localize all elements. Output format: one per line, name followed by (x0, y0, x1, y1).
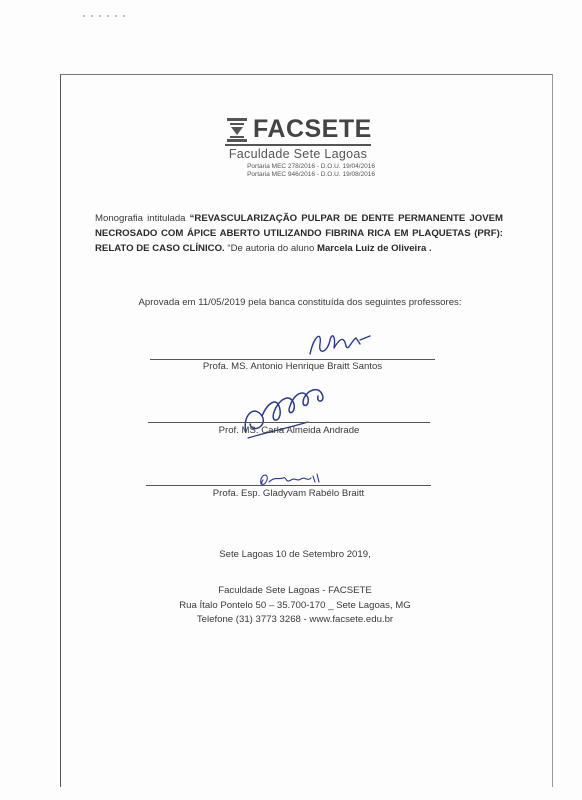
monograph-middle: “De autoria do aluno (224, 242, 317, 254)
examiner-name-1: Profa. MS. Antonio Henrique Braitt Santos (202, 361, 383, 372)
logo-subtitle: Faculdade Sete Lagoas (228, 147, 368, 161)
institution-address: Rua Ítalo Pontelo 50 – 35.700-170 _ Sete Lagoas, MG (179, 599, 411, 611)
signature-3 (255, 468, 325, 490)
facsete-logo (215, 112, 375, 188)
institution-footer (130, 584, 460, 628)
monograph-prefix: Monografia intitulada (95, 213, 190, 224)
scan-artifact (80, 14, 126, 18)
institution-phone: Telefone (31) 3773 3268 - www.facsete.edu.br (196, 614, 394, 625)
examiner-name-2: Prof. MS. Carla Almeida Andrade (218, 425, 360, 436)
signature-line-3 (146, 485, 431, 486)
monograph-title: “REVASCULARIZAÇÃO PULPAR DE DENTE PERMANENTE JOVEM NECROSADO COM ÁPICE ABERTO UTILIZANDO FIBRINA RICA EM PLAQUETAS (PRF): RELATO DE CASO CLÍNICO. (95, 213, 503, 254)
approval-statement: Aprovada em 11/05/2019 pela banca constituída dos seguintes professores: (138, 297, 462, 308)
institution-name: Faculdade Sete Lagoas - FACSETE (218, 585, 372, 596)
signature-1 (300, 326, 380, 362)
portaria-line-2: Portaria MEC 946/2016 - D.O.U. 19/08/2016 (247, 171, 375, 178)
examiner-name-3: Profa. Esp. Gladyvam Rabélo Braitt (212, 488, 365, 499)
portaria-line-1: Portaria MEC 278/2016 - D.O.U. 19/04/2016 (247, 163, 375, 170)
city-date: Sete Lagoas 10 de Setembro 2019, (219, 549, 371, 560)
monograph-statement (95, 212, 503, 256)
logo-name: FACSETE (253, 115, 372, 143)
monograph-author: Marcela Luiz de Oliveira . (316, 242, 432, 254)
signature-line-2 (148, 422, 430, 423)
signature-line-1 (150, 359, 435, 360)
facsete-emblem-icon (227, 118, 247, 142)
logo-divider (225, 144, 371, 146)
